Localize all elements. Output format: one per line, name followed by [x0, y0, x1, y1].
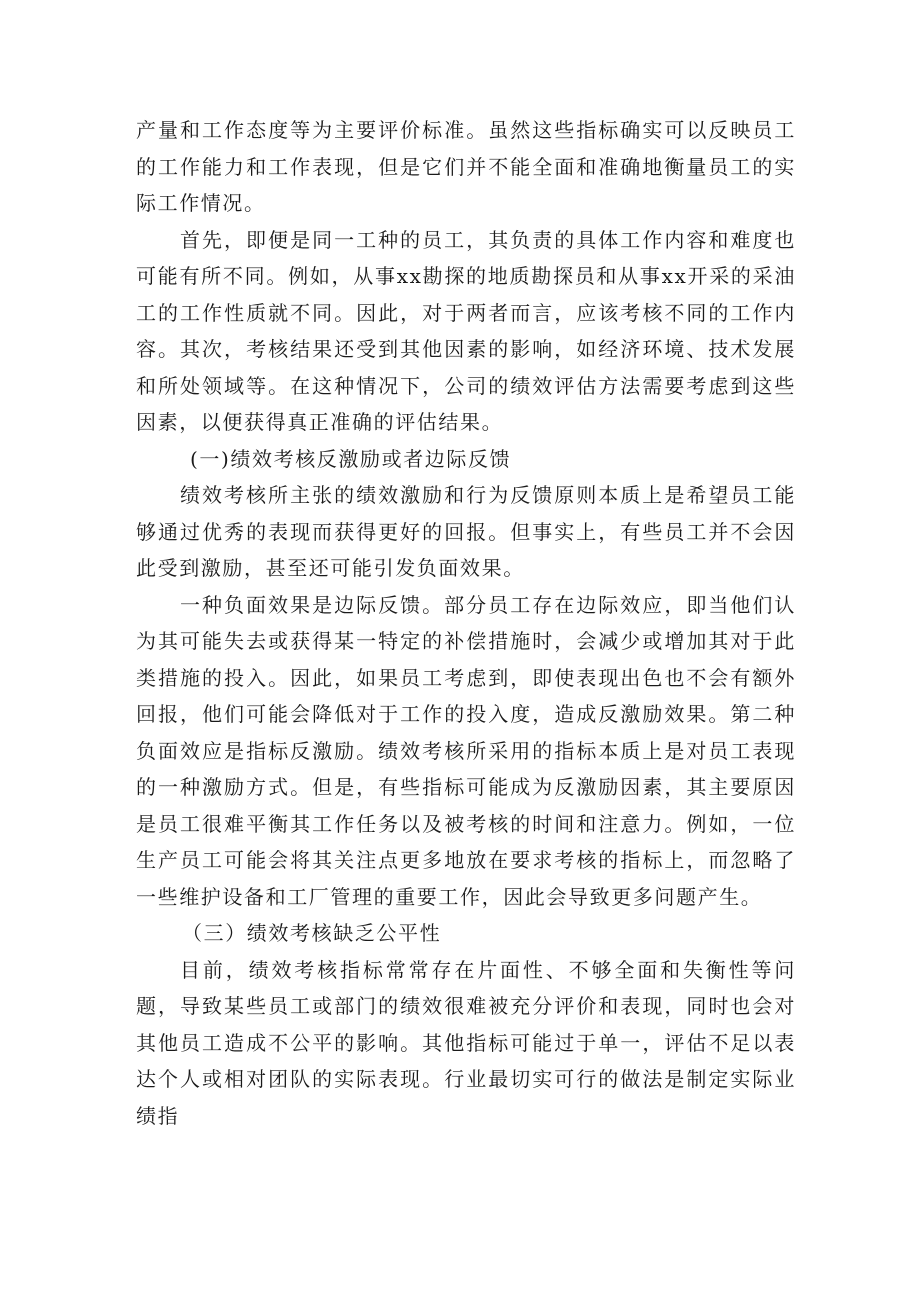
paragraph-first-point: 首先，即便是同一工种的员工，其负责的具体工作内容和难度也可能有所不同。例如，从事xx勘探的地质勘探员和从事xx开采的采油工的工作性质就不同。因此，对于两者而言，应该考核不同的工作内容。其次，考核结果还受到其他因素的影响，如经济环境、技术发展和所处领域等。在这种情况下，公司的绩效评估方法需要考虑到这些因素，以便获得真正准确的评估结果。: [136, 227, 796, 434]
document-body: [136, 112, 796, 1134]
paragraph-fairness: 目前，绩效考核指标常常存在片面性、不够全面和失衡性等问题，导致某些员工或部门的绩效很难被充分评价和表现，同时也会对其他员工造成不公平的影响。其他指标可能过于单一，评估不足以表达个人或相对团队的实际表现。行业最切实可行的做法是制定实际业绩指: [136, 957, 796, 1128]
paragraph-continuation: 产量和工作态度等为主要评价标准。虽然这些指标确实可以反映员工的工作能力和工作表现，但是它们并不能全面和准确地衡量员工的实际工作情况。: [136, 118, 796, 215]
paragraph-incentive-principle: 绩效考核所主张的绩效激励和行为反馈原则本质上是希望员工能够通过优秀的表现而获得更好的回报。但事实上，有些员工并不会因此受到激励，甚至还可能引发负面效果。: [136, 483, 796, 580]
section-heading-3: （三）绩效考核缺乏公平性: [182, 921, 442, 945]
paragraph-negative-effects: 一种负面效果是边际反馈。部分员工存在边际效应，即当他们认为其可能失去或获得某一特定的补偿措施时，会减少或增加其对于此类措施的投入。因此，如果员工考虑到，即使表现出色也不会有额外回报，他们可能会降低对于工作的投入度，造成反激励效果。第二种负面效应是指标反激励。绩效考核所采用的指标本质上是对员工表现的一种激励方式。但是，有些指标可能成为反激励因素，其主要原因是员工很难平衡其工作任务以及被考核的时间和注意力。例如，一位生产员工可能会将其关注点更多地放在要求考核的指标上，而忽略了一些维护设备和工厂管理的重要工作，因此会导致更多问题产生。: [136, 592, 796, 909]
section-heading-1: (一)绩效考核反激励或者边际反馈: [190, 446, 512, 471]
